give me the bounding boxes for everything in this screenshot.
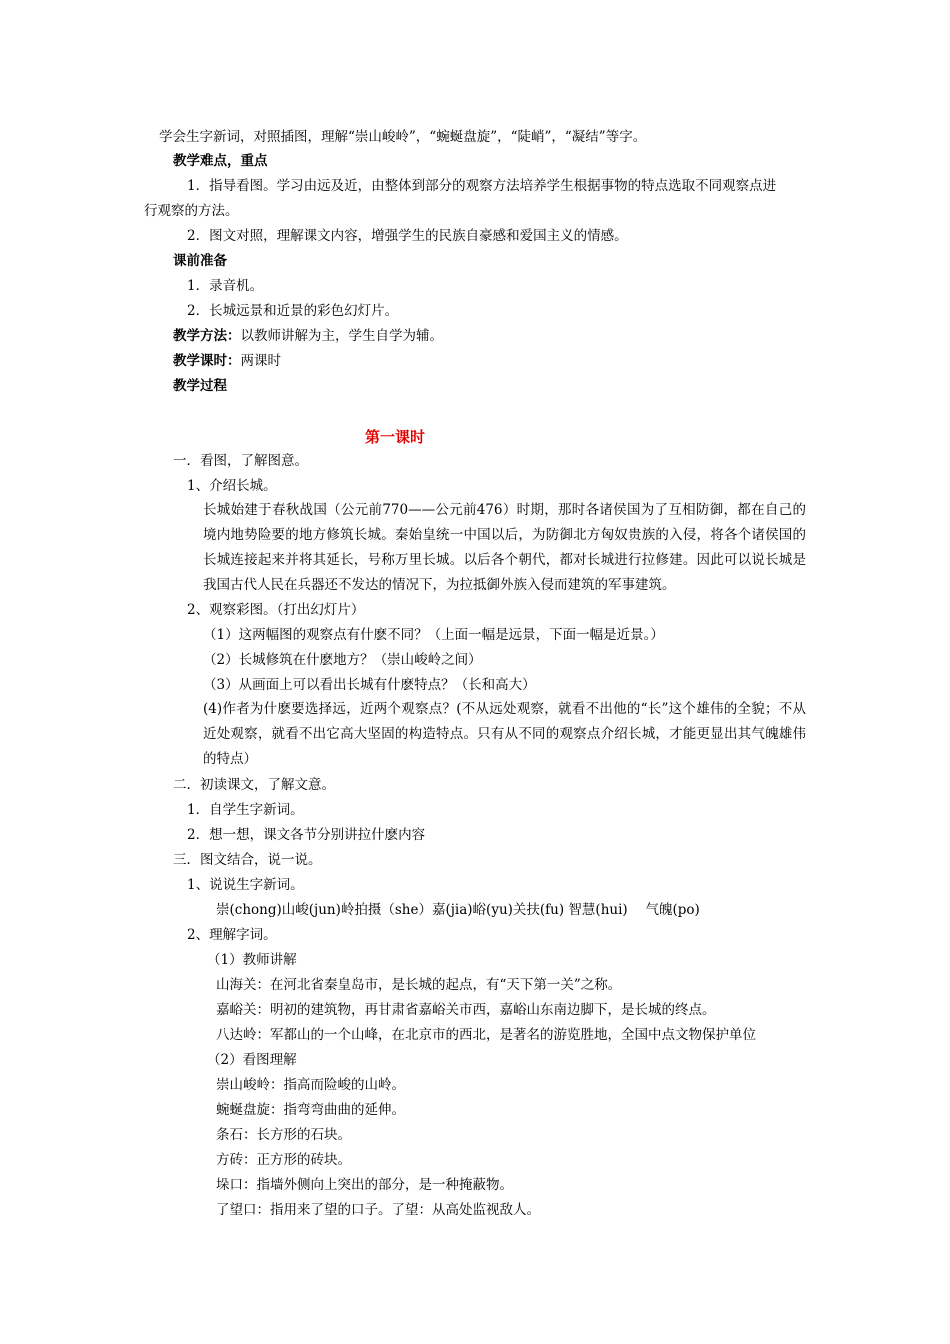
preparation-item-1: 1．录音机。 (187, 278, 264, 294)
hours-text: 两课时 (240, 353, 281, 369)
def-duokou: 垛口：指墙外侧向上突出的部分，是一种掩蔽物。 (216, 1177, 513, 1193)
section-1-item-1: 1、介绍长城。 (187, 478, 277, 494)
question-1: （1）这两幅图的观察点有什麽不同？（上面一幅是远景，下面一幅是近景。） (203, 627, 664, 643)
heading-preparation: 课前准备 (173, 253, 227, 269)
method-text: 以教师讲解为主，学生自学为辅。 (240, 328, 443, 344)
question-3: （3）从画面上可以看出长城有什麽特点？（长和高大） (203, 677, 536, 693)
section-3-heading: 三．图文结合，说一说。 (173, 852, 322, 868)
def-badaling: 八达岭：军都山的一个山峰，在北京市的西北，是著名的游览胜地，全国中点文物保护单位 (216, 1027, 756, 1043)
lesson-title: 第一课时 (364, 428, 425, 446)
def-tiaoshi: 条石：长方形的石块。 (216, 1127, 351, 1143)
section-2-item-1: 1．自学生字新词。 (187, 802, 304, 818)
def-chongshanjunling: 崇山峻岭：指高而险峻的山岭。 (216, 1077, 405, 1093)
new-words-line: 崇(chong)山峻(jun)岭拍摄（she）嘉(jia)峪(yu)关扶(fu) 智慧(hui) 气魄(po) (216, 902, 700, 918)
def-fangzhuan: 方砖：正方形的砖块。 (216, 1152, 351, 1168)
def-shanhaiguan: 山海关：在河北省秦皇岛市，是长城的起点，有“天下第一关”之称。 (216, 977, 622, 993)
great-wall-intro-paragraph (144, 498, 806, 598)
heading-difficulty: 教学难点，重点 (173, 153, 268, 169)
section-1-item-2: 2、观察彩图。（打出幻灯片） (187, 602, 365, 618)
hours-label: 教学课时： (173, 353, 241, 369)
difficulty-item-1-cont: 行观察的方法。 (144, 203, 239, 219)
hours-line (173, 351, 281, 371)
picture-understand-heading: （2）看图理解 (207, 1052, 297, 1068)
objective-line: 学会生字新词，对照插图，理解“崇山峻岭”，“蜿蜒盘旋”，“陡峭”，“凝结”等字。 (159, 129, 647, 145)
def-liaowangkou: 了望口：指用来了望的口子。了望：从高处监视敌人。 (216, 1202, 540, 1218)
question-4-text: (4)作者为什麽要选择远，近两个观察点？(不从远处观察，就看不出他的“长”这个雄伟的全貌；不从近处观察，就看不出它高大坚固的构造特点。只有从不同的观察点介绍长城，才能更显出其气魄雄伟的特点） (203, 701, 806, 767)
section-3-item-1: 1、说说生字新词。 (187, 877, 304, 893)
heading-process: 教学过程 (173, 378, 227, 394)
section-2-item-2: 2．想一想，课文各节分别讲拉什麽内容 (187, 827, 426, 843)
section-3-item-2: 2、理解字词。 (187, 927, 277, 943)
intro-paragraph-text: 长城始建于春秋战国（公元前770——公元前476）时期，那时各诸侯国为了互相防御，都在自己的境内地势险要的地方修筑长城。秦始皇统一中国以后，为防御北方匈奴贵族的入侵，将各个诸侯国的长城连接起来并将其延长，号称万里长城。以后各个朝代，都对长城进行拉修建。因此可以说长城是我国古代人民在兵器还不发达的情况下，为拉抵御外族入侵而建筑的军事建筑。 (203, 502, 806, 593)
question-2: （2）长城修筑在什麽地方？（崇山峻岭之间） (203, 652, 482, 668)
def-jiayuguan: 嘉峪关：明初的建筑物，再甘肃省嘉峪关市西，嘉峪山东南边脚下，是长城的终点。 (216, 1002, 716, 1018)
question-4-paragraph (144, 697, 806, 772)
def-wanyanpanxuan: 蜿蜒盘旋：指弯弯曲曲的延伸。 (216, 1102, 405, 1118)
difficulty-item-1: 1．指导看图。学习由远及近，由整体到部分的观察方法培养学生根据事物的特点选取不同观察点进 (187, 178, 777, 194)
method-label: 教学方法： (173, 328, 241, 344)
difficulty-item-2: 2．图文对照，理解课文内容，增强学生的民族自豪感和爱国主义的情感。 (187, 228, 628, 244)
section-1-heading: 一．看图，了解图意。 (173, 453, 308, 469)
teacher-explain-heading: （1）教师讲解 (207, 952, 297, 968)
method-line (173, 326, 443, 346)
preparation-item-2: 2．长城远景和近景的彩色幻灯片。 (187, 303, 399, 319)
section-2-heading: 二．初读课文，了解文意。 (173, 777, 335, 793)
